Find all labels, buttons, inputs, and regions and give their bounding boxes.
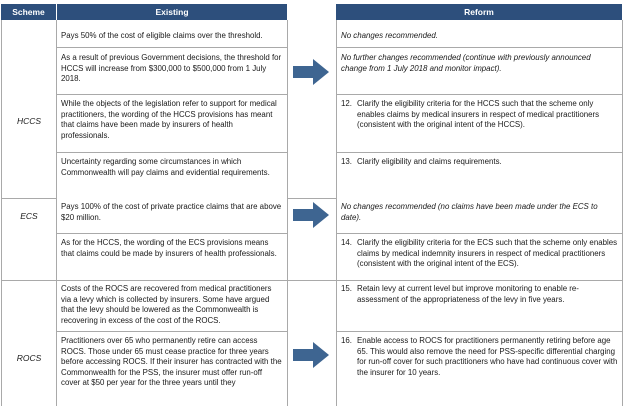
reform-cell [337,333,622,378]
grid-line [336,94,623,95]
existing-cell: Practitioners over 65 who permanently retire can access ROCS. Those under 65 must cease practice for three years before accessing ROCS. If their insurer has contracted with the Commonwealth for the PSS, the insurer must offer run-off cover at $50 per year for the three years until they [61,336,282,388]
grid-line [56,331,288,332]
recommendation-text: Enable access to ROCS for practitioners permanently retiring before age 65. This would also remove the need for PSS-specific differential charging for run-off cover for such practitioners who have had continuous cover with the insurer for 10 years. [357,336,618,377]
grid-line [56,94,288,95]
recommendation-text: Clarify eligibility and claims requirements. [357,157,502,166]
reform-cell [337,281,622,305]
scheme-label-rocs: ROCS [16,353,42,363]
grid-line [287,198,337,199]
scheme-label-ecs: ECS [20,211,38,221]
reform-cell [337,96,622,131]
recommendation-text: Clarify the eligibility criteria for the HCCS such that the scheme only enables claims by medical insurers in respect of medical practitioners (consistent with the original intent of the HCCS). [357,99,600,130]
grid-line [287,280,337,281]
header-existing: Existing [57,4,287,20]
grid-line [287,20,288,406]
existing-cell: As a result of previous Government decisions, the threshold for HCCS will increase from $300,000 to $500,000 from 1 July 2018. [61,53,282,84]
grid-line [336,233,623,234]
grid-line [622,20,623,406]
grid-line [56,233,288,234]
reform-cell [337,154,622,168]
arrow-right-icon [293,202,329,228]
existing-cell: Pays 50% of the cost of eligible claims over the threshold. [61,31,263,40]
recommendation-number: 12. [341,99,352,108]
existing-cell: As for the HCCS, the wording of the ECS provisions means that claims could be made by insurers of health professionals. [61,238,277,258]
grid-line [56,47,288,48]
recommendation-text: Clarify the eligibility criteria for the ECS such that the scheme only enables claims by medical indemnity insurers in respect of medical practitioners (consistent with the original intent of the ECS). [357,238,618,269]
scheme-label-hccs: HCCS [16,116,42,126]
header-scheme: Scheme [1,4,56,20]
arrow-right-icon [293,342,329,368]
existing-cell: While the objects of the legislation refer to support for medical practitioners, the wording of the HCCS provisions has meant that claims have been made by insurers of health professionals. [61,99,277,140]
grid-line [1,198,57,199]
existing-cell: Pays 100% of the cost of private practice claims that are above $20 million. [61,202,282,222]
recommendation-number: 16. [341,336,352,345]
grid-line [56,152,288,153]
grid-line [1,280,57,281]
recommendation-number: 13. [341,157,352,166]
arrow-right-icon [293,59,329,85]
reform-cell [337,235,622,270]
grid-line [336,47,623,48]
grid-line [336,152,623,153]
recommendation-number: 14. [341,238,352,247]
reform-cell: No changes recommended (no claims have been made under the ECS to date). [341,202,598,222]
recommendation-text: Retain levy at current level but improve monitoring to enable re-assessment of the appropriateness of the levy in five years. [357,284,579,304]
header-reform: Reform [336,4,622,20]
reform-cell: No further changes recommended (continue with previously announced change from 1 July 2018 and monitor impact). [341,53,591,73]
existing-cell: Costs of the ROCS are recovered from medical practitioners via a levy which is collected by insurers. Some have argued that the levy should be lowered as the Commonwealth is recovering in excess of the cost of the ROCS. [61,284,272,325]
grid-line [336,331,623,332]
recommendation-number: 15. [341,284,352,293]
existing-cell: Uncertainty regarding some circumstances in which Commonwealth will pay claims and evidential requirements. [61,157,270,177]
reform-cell: No changes recommended. [341,31,438,40]
